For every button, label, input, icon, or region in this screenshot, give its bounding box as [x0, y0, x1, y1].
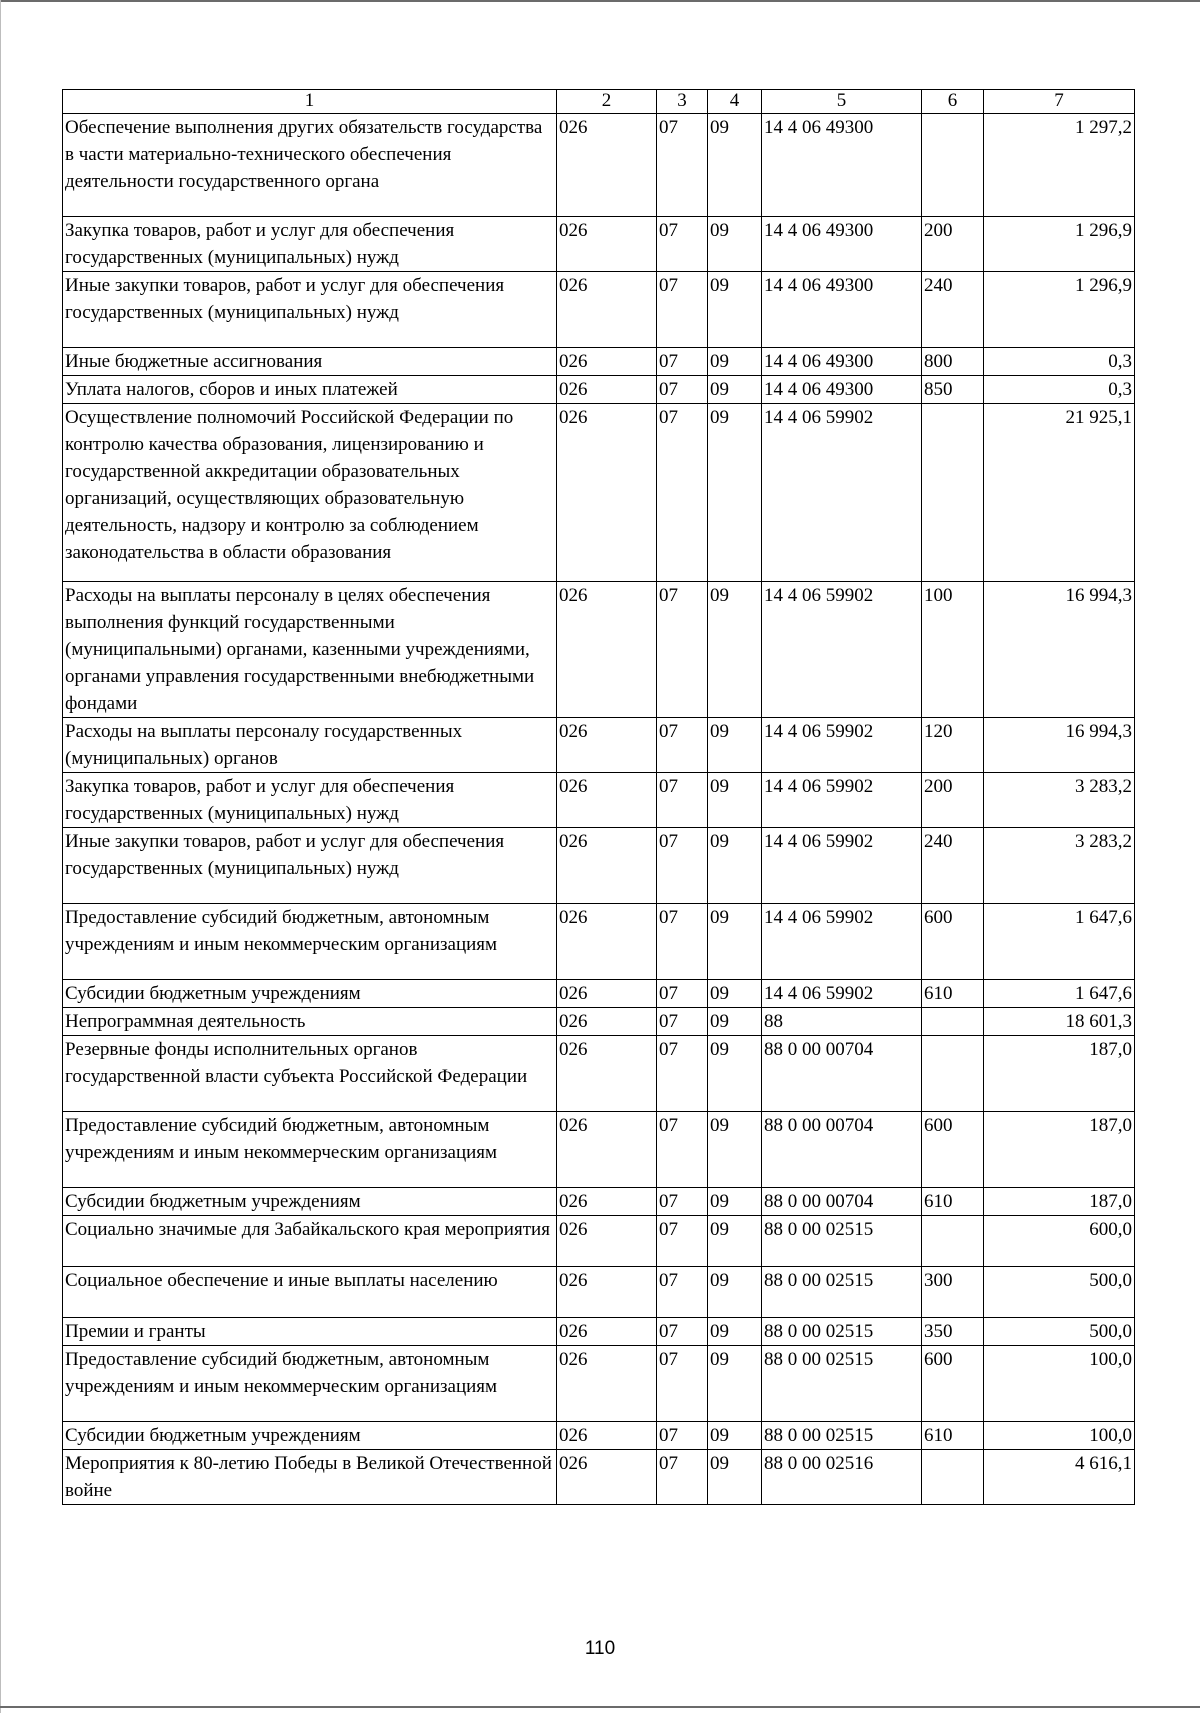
row-amount: 187,0	[984, 1112, 1135, 1188]
row-amount: 100,0	[984, 1422, 1135, 1450]
expense-type-code: 240	[922, 272, 984, 348]
page-number: 110	[584, 1638, 616, 1659]
column-header: 4	[708, 90, 762, 114]
subsection-code: 09	[708, 217, 762, 272]
expense-type-code: 600	[922, 1112, 984, 1188]
column-header: 5	[762, 90, 922, 114]
section-code: 07	[657, 1112, 708, 1188]
subsection-code: 09	[708, 404, 762, 582]
section-code: 07	[657, 582, 708, 718]
subsection-code: 09	[708, 718, 762, 773]
subsection-code: 09	[708, 114, 762, 217]
target-code: 88 0 00 02516	[762, 1450, 922, 1505]
row-name: Уплата налогов, сборов и иных платежей	[63, 376, 557, 404]
table-row	[63, 904, 1135, 980]
admin-code: 026	[557, 1346, 657, 1422]
row-amount: 0,3	[984, 376, 1135, 404]
table-row	[63, 1008, 1135, 1036]
section-code: 07	[657, 1346, 708, 1422]
expense-type-code: 800	[922, 348, 984, 376]
subsection-code: 09	[708, 773, 762, 828]
table-row	[63, 773, 1135, 828]
table-row	[63, 348, 1135, 376]
table-header-row	[63, 90, 1135, 114]
subsection-code: 09	[708, 348, 762, 376]
scan-border-left	[0, 0, 1, 1713]
target-code: 88 0 00 02515	[762, 1216, 922, 1267]
subsection-code: 09	[708, 272, 762, 348]
expense-type-code	[922, 1216, 984, 1267]
subsection-code: 09	[708, 1267, 762, 1318]
admin-code: 026	[557, 1422, 657, 1450]
target-code: 88 0 00 02515	[762, 1267, 922, 1318]
admin-code: 026	[557, 1267, 657, 1318]
table-row	[63, 1318, 1135, 1346]
target-code: 14 4 06 59902	[762, 904, 922, 980]
section-code: 07	[657, 980, 708, 1008]
table-row	[63, 582, 1135, 718]
admin-code: 026	[557, 404, 657, 582]
expense-type-code	[922, 1450, 984, 1505]
expense-type-code: 600	[922, 904, 984, 980]
admin-code: 026	[557, 272, 657, 348]
table-row	[63, 828, 1135, 904]
column-header: 1	[63, 90, 557, 114]
row-amount: 16 994,3	[984, 582, 1135, 718]
row-amount: 4 616,1	[984, 1450, 1135, 1505]
section-code: 07	[657, 904, 708, 980]
section-code: 07	[657, 272, 708, 348]
row-name: Обеспечение выполнения других обязательств государства в части материально-технического обеспечения деятельности государственного органа	[63, 114, 557, 217]
target-code: 88 0 00 02515	[762, 1422, 922, 1450]
admin-code: 026	[557, 1216, 657, 1267]
section-code: 07	[657, 718, 708, 773]
subsection-code: 09	[708, 1216, 762, 1267]
target-code: 88 0 00 02515	[762, 1346, 922, 1422]
admin-code: 026	[557, 582, 657, 718]
table-row	[63, 1036, 1135, 1112]
section-code: 07	[657, 1036, 708, 1112]
section-code: 07	[657, 1318, 708, 1346]
table-row	[63, 1216, 1135, 1267]
row-name: Иные закупки товаров, работ и услуг для обеспечения государственных (муниципальных) нужд	[63, 272, 557, 348]
table-row	[63, 980, 1135, 1008]
row-name: Непрограммная деятельность	[63, 1008, 557, 1036]
expense-type-code: 610	[922, 1188, 984, 1216]
table-row	[63, 272, 1135, 348]
admin-code: 026	[557, 1112, 657, 1188]
subsection-code: 09	[708, 1188, 762, 1216]
target-code: 14 4 06 59902	[762, 828, 922, 904]
row-name: Мероприятия к 80-летию Победы в Великой Отечественной войне	[63, 1450, 557, 1505]
row-name: Субсидии бюджетным учреждениям	[63, 980, 557, 1008]
subsection-code: 09	[708, 1422, 762, 1450]
section-code: 07	[657, 1188, 708, 1216]
admin-code: 026	[557, 1450, 657, 1505]
target-code: 88 0 00 02515	[762, 1318, 922, 1346]
row-name: Иные закупки товаров, работ и услуг для обеспечения государственных (муниципальных) нужд	[63, 828, 557, 904]
row-amount: 500,0	[984, 1318, 1135, 1346]
expense-type-code: 610	[922, 1422, 984, 1450]
table-row	[63, 114, 1135, 217]
subsection-code: 09	[708, 1450, 762, 1505]
target-code: 88	[762, 1008, 922, 1036]
subsection-code: 09	[708, 1112, 762, 1188]
table-row	[63, 1450, 1135, 1505]
row-amount: 21 925,1	[984, 404, 1135, 582]
column-header: 6	[922, 90, 984, 114]
row-name: Предоставление субсидий бюджетным, автономным учреждениям и иным некоммерческим организациям	[63, 904, 557, 980]
row-amount: 500,0	[984, 1267, 1135, 1318]
row-amount: 1 297,2	[984, 114, 1135, 217]
admin-code: 026	[557, 904, 657, 980]
row-amount: 1 296,9	[984, 217, 1135, 272]
row-name: Предоставление субсидий бюджетным, автономным учреждениям и иным некоммерческим организациям	[63, 1346, 557, 1422]
table-row	[63, 1422, 1135, 1450]
target-code: 14 4 06 49300	[762, 272, 922, 348]
target-code: 14 4 06 59902	[762, 980, 922, 1008]
section-code: 07	[657, 217, 708, 272]
expense-type-code: 850	[922, 376, 984, 404]
target-code: 14 4 06 49300	[762, 348, 922, 376]
expense-type-code: 100	[922, 582, 984, 718]
target-code: 14 4 06 59902	[762, 404, 922, 582]
table-row	[63, 1112, 1135, 1188]
table-row	[63, 1188, 1135, 1216]
column-header: 3	[657, 90, 708, 114]
section-code: 07	[657, 1267, 708, 1318]
row-amount: 600,0	[984, 1216, 1135, 1267]
row-name: Осуществление полномочий Российской Федерации по контролю качества образования, лицензированию и государственной аккредитации образовательных организаций, осуществляющих образовательную деятельность, надзору и контролю за соблюдением законодательства в области образования	[63, 404, 557, 582]
section-code: 07	[657, 114, 708, 217]
row-amount: 1 647,6	[984, 904, 1135, 980]
scan-border-top	[0, 0, 1200, 2]
row-amount: 0,3	[984, 348, 1135, 376]
subsection-code: 09	[708, 1346, 762, 1422]
section-code: 07	[657, 1450, 708, 1505]
target-code: 14 4 06 59902	[762, 582, 922, 718]
subsection-code: 09	[708, 904, 762, 980]
table-row	[63, 217, 1135, 272]
section-code: 07	[657, 1008, 708, 1036]
row-name: Расходы на выплаты персоналу государственных (муниципальных) органов	[63, 718, 557, 773]
section-code: 07	[657, 1422, 708, 1450]
row-name: Расходы на выплаты персоналу в целях обеспечения выполнения функций государственными (муниципальными) органами, казенными учреждениями, органами управления государственными внебюджетными фондами	[63, 582, 557, 718]
expense-type-code	[922, 1008, 984, 1036]
admin-code: 026	[557, 114, 657, 217]
row-amount: 3 283,2	[984, 773, 1135, 828]
admin-code: 026	[557, 376, 657, 404]
row-name: Закупка товаров, работ и услуг для обеспечения государственных (муниципальных) нужд	[63, 217, 557, 272]
row-amount: 100,0	[984, 1346, 1135, 1422]
target-code: 14 4 06 49300	[762, 114, 922, 217]
subsection-code: 09	[708, 828, 762, 904]
subsection-code: 09	[708, 1036, 762, 1112]
admin-code: 026	[557, 718, 657, 773]
row-amount: 187,0	[984, 1188, 1135, 1216]
admin-code: 026	[557, 1188, 657, 1216]
row-amount: 1 647,6	[984, 980, 1135, 1008]
row-name: Премии и гранты	[63, 1318, 557, 1346]
table-row	[63, 376, 1135, 404]
row-name: Субсидии бюджетным учреждениям	[63, 1422, 557, 1450]
target-code: 88 0 00 00704	[762, 1188, 922, 1216]
target-code: 88 0 00 00704	[762, 1112, 922, 1188]
row-name: Иные бюджетные ассигнования	[63, 348, 557, 376]
expense-type-code: 200	[922, 773, 984, 828]
subsection-code: 09	[708, 582, 762, 718]
table-row	[63, 404, 1135, 582]
table-row	[63, 718, 1135, 773]
target-code: 88 0 00 00704	[762, 1036, 922, 1112]
target-code: 14 4 06 49300	[762, 217, 922, 272]
row-name: Социально значимые для Забайкальского края мероприятия	[63, 1216, 557, 1267]
row-name: Социальное обеспечение и иные выплаты населению	[63, 1267, 557, 1318]
expense-type-code	[922, 114, 984, 217]
expense-type-code: 610	[922, 980, 984, 1008]
row-name: Закупка товаров, работ и услуг для обеспечения государственных (муниципальных) нужд	[63, 773, 557, 828]
section-code: 07	[657, 773, 708, 828]
expense-type-code: 240	[922, 828, 984, 904]
expense-type-code	[922, 1036, 984, 1112]
admin-code: 026	[557, 1318, 657, 1346]
row-amount: 16 994,3	[984, 718, 1135, 773]
subsection-code: 09	[708, 1008, 762, 1036]
column-header: 2	[557, 90, 657, 114]
admin-code: 026	[557, 348, 657, 376]
row-amount: 3 283,2	[984, 828, 1135, 904]
expense-type-code: 600	[922, 1346, 984, 1422]
target-code: 14 4 06 59902	[762, 773, 922, 828]
table-row	[63, 1267, 1135, 1318]
row-amount: 1 296,9	[984, 272, 1135, 348]
section-code: 07	[657, 1216, 708, 1267]
row-name: Субсидии бюджетным учреждениям	[63, 1188, 557, 1216]
row-amount: 187,0	[984, 1036, 1135, 1112]
row-name: Предоставление субсидий бюджетным, автономным учреждениям и иным некоммерческим организациям	[63, 1112, 557, 1188]
subsection-code: 09	[708, 980, 762, 1008]
admin-code: 026	[557, 217, 657, 272]
admin-code: 026	[557, 1008, 657, 1036]
expense-type-code: 350	[922, 1318, 984, 1346]
table-row	[63, 1346, 1135, 1422]
admin-code: 026	[557, 980, 657, 1008]
admin-code: 026	[557, 828, 657, 904]
target-code: 14 4 06 49300	[762, 376, 922, 404]
subsection-code: 09	[708, 376, 762, 404]
admin-code: 026	[557, 773, 657, 828]
expense-type-code: 300	[922, 1267, 984, 1318]
expense-type-code	[922, 404, 984, 582]
subsection-code: 09	[708, 1318, 762, 1346]
target-code: 14 4 06 59902	[762, 718, 922, 773]
admin-code: 026	[557, 1036, 657, 1112]
column-header: 7	[984, 90, 1135, 114]
row-amount: 18 601,3	[984, 1008, 1135, 1036]
scan-border-bottom	[0, 1706, 1200, 1708]
section-code: 07	[657, 376, 708, 404]
budget-table	[62, 89, 1135, 1505]
section-code: 07	[657, 348, 708, 376]
expense-type-code: 120	[922, 718, 984, 773]
expense-type-code: 200	[922, 217, 984, 272]
row-name: Резервные фонды исполнительных органов государственной власти субъекта Российской Федерации	[63, 1036, 557, 1112]
section-code: 07	[657, 828, 708, 904]
section-code: 07	[657, 404, 708, 582]
